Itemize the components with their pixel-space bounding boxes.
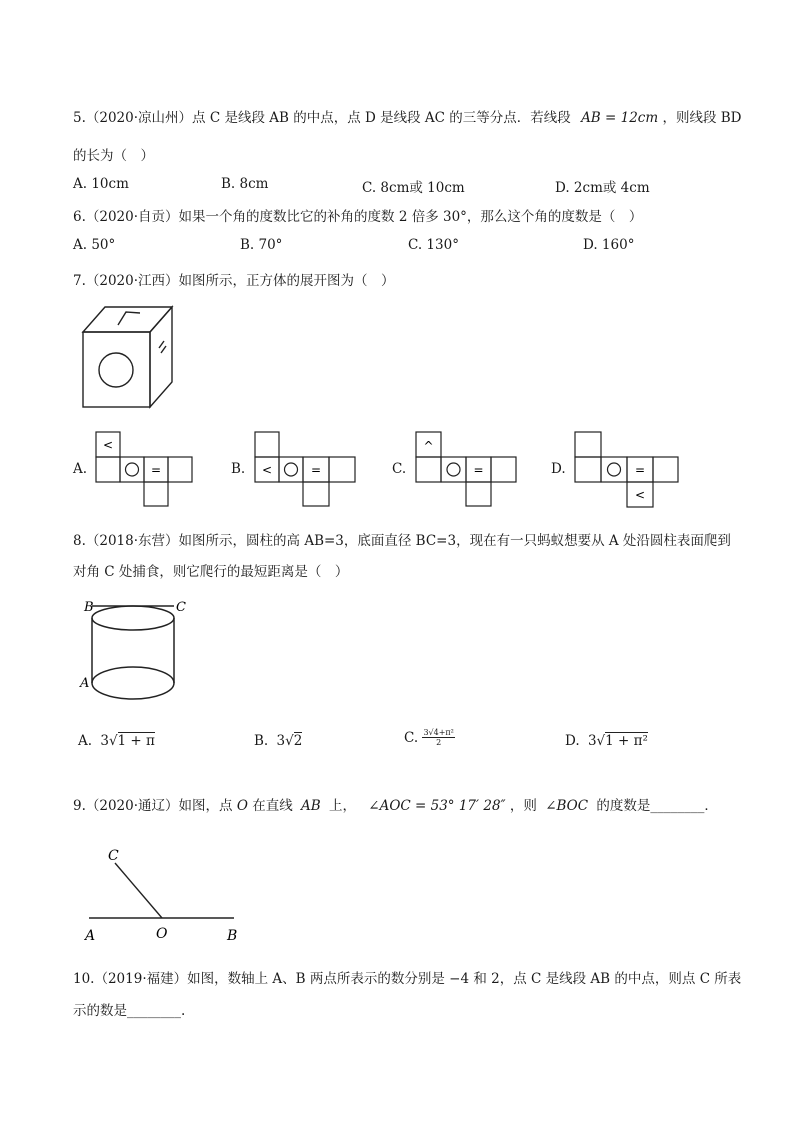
label-b: B <box>227 928 238 944</box>
q8-option-d <box>565 733 648 749</box>
net-c-eq-mark: = <box>473 463 484 477</box>
q9-point-o: O <box>236 798 248 814</box>
q10-stem-line2: 示的数是________. <box>73 1003 186 1019</box>
q6-stem: 6.（2020·自贡）如果一个角的度数比它的补角的度数 2 倍多 30°，那么这个角的度数是（ ） <box>73 209 643 225</box>
q8-option-a <box>78 733 155 749</box>
q8-option-b-radicand: 2 <box>293 733 303 749</box>
q5-text: 5.（2020·凉山州）点 C 是线段 AB 的中点，点 D 是线段 AC 的三等分点．若线段 <box>73 110 571 126</box>
cube-top-face <box>83 307 172 332</box>
net-d <box>574 431 680 509</box>
label-o: O <box>156 926 168 942</box>
q6-option-d: D. 160° <box>583 237 635 253</box>
ray-oc <box>115 863 162 918</box>
q5-option-d: D. 2cm或 4cm <box>555 180 650 196</box>
cube-figure <box>80 304 180 410</box>
q7-option-b-label: B. <box>231 461 246 477</box>
net-a-eq-mark: = <box>150 463 162 477</box>
q8-option-c-fraction <box>422 728 454 747</box>
q9-formula: ∠AOC = 53° 17′ 28″ <box>368 798 506 814</box>
q5-option-b: B. 8cm <box>221 176 269 192</box>
q9-text-e: 的度数是________． <box>596 798 718 814</box>
cylinder-figure <box>78 596 190 708</box>
q8-option-c-label: C. <box>404 729 419 746</box>
label-c: C <box>108 848 119 864</box>
label-a: A <box>80 676 90 691</box>
cube-circle-mark <box>99 353 133 387</box>
q8-option-a-coef: 3 <box>100 733 109 749</box>
cylinder-top-ellipse <box>92 606 174 630</box>
q8-option-a-label: A. <box>78 733 93 749</box>
q8-stem: 8.（2018·东营）如图所示，圆柱的高 AB=3，底面直径 BC=3，现在有一只蚂蚁想要从 A 处沿圆柱表面爬到 <box>73 533 731 549</box>
net-c-caret-mark: ^ <box>423 439 434 453</box>
q6-option-b: B. 70° <box>240 237 283 253</box>
net-a <box>95 431 195 507</box>
q5-formula: AB = 12cm <box>581 110 659 126</box>
label-b: B <box>84 600 94 615</box>
net-d-lt-mark: < <box>634 488 646 502</box>
net-b-lt-mark: < <box>261 463 273 477</box>
q5-stem <box>73 106 742 126</box>
q9-stem <box>73 794 718 814</box>
cube-eq-mark-1 <box>159 341 164 348</box>
q7-option-d-label: D. <box>551 461 566 477</box>
q8-option-c-denominator: 2 <box>436 738 442 747</box>
q7-stem: 7.（2020·江西）如图所示，正方体的展开图为（ ） <box>73 273 395 289</box>
net-d-eq-mark: = <box>634 463 646 477</box>
radical-icon: √ <box>596 733 606 749</box>
q8-stem-line2: 对角 C 处捕食，则它爬行的最短距离是（ ） <box>73 564 349 580</box>
radical-icon: √ <box>108 733 118 749</box>
cube-front-face <box>83 332 150 407</box>
q9-angle-boc: ∠BOC <box>545 798 589 814</box>
q8-option-d-radicand: 1 + π² <box>605 733 648 749</box>
q8-option-c <box>404 728 455 747</box>
q5-text-after: ，则线段 BD <box>662 110 742 126</box>
angle-figure <box>82 842 242 944</box>
q8-option-d-coef: 3 <box>587 733 597 749</box>
q8-option-b <box>254 733 302 749</box>
q8-option-c-numerator: 3√4+π² <box>423 728 454 737</box>
net-b-eq-mark: = <box>310 463 322 477</box>
q9-text-b: 在直线 <box>252 798 293 814</box>
q5-stem-line2: 的长为（ ） <box>73 148 154 164</box>
cylinder-bottom-ellipse <box>92 667 174 699</box>
q8-option-b-label: B. <box>254 733 269 749</box>
q8-option-d-label: D. <box>565 733 580 749</box>
cube-eq-mark-2 <box>161 346 166 353</box>
q5-option-a: A. 10cm <box>73 176 129 192</box>
label-a: A <box>85 928 96 944</box>
q6-option-a: A. 50° <box>73 237 116 253</box>
q8-option-a-radicand: 1 + π <box>117 733 155 749</box>
q8-option-b-coef: 3 <box>276 733 286 749</box>
q5-option-c: C. 8cm或 10cm <box>362 180 465 196</box>
q6-option-c: C. 130° <box>408 237 459 253</box>
net-b <box>254 431 358 507</box>
q9-text-d: ，则 <box>509 798 537 814</box>
radical-icon: √ <box>285 733 294 749</box>
cube-right-face <box>150 307 172 407</box>
q9-line-ab: AB <box>301 798 321 814</box>
q9-text-a: 9.（2020·通辽）如图，点 <box>73 798 233 814</box>
q7-option-c-label: C. <box>392 461 407 477</box>
q10-stem: 10.（2019·福建）如图，数轴上 A、B 两点所表示的数分别是 −4 和 2，点 C 是线段 AB 的中点，则点 C 所表 <box>73 971 742 987</box>
cube-top-caret-mark <box>118 312 140 325</box>
q7-option-a-label: A. <box>73 461 88 477</box>
net-c <box>415 431 519 507</box>
q9-text-c: 上， <box>328 798 356 814</box>
net-a-lt-mark: < <box>102 438 114 452</box>
label-c: C <box>176 600 186 615</box>
